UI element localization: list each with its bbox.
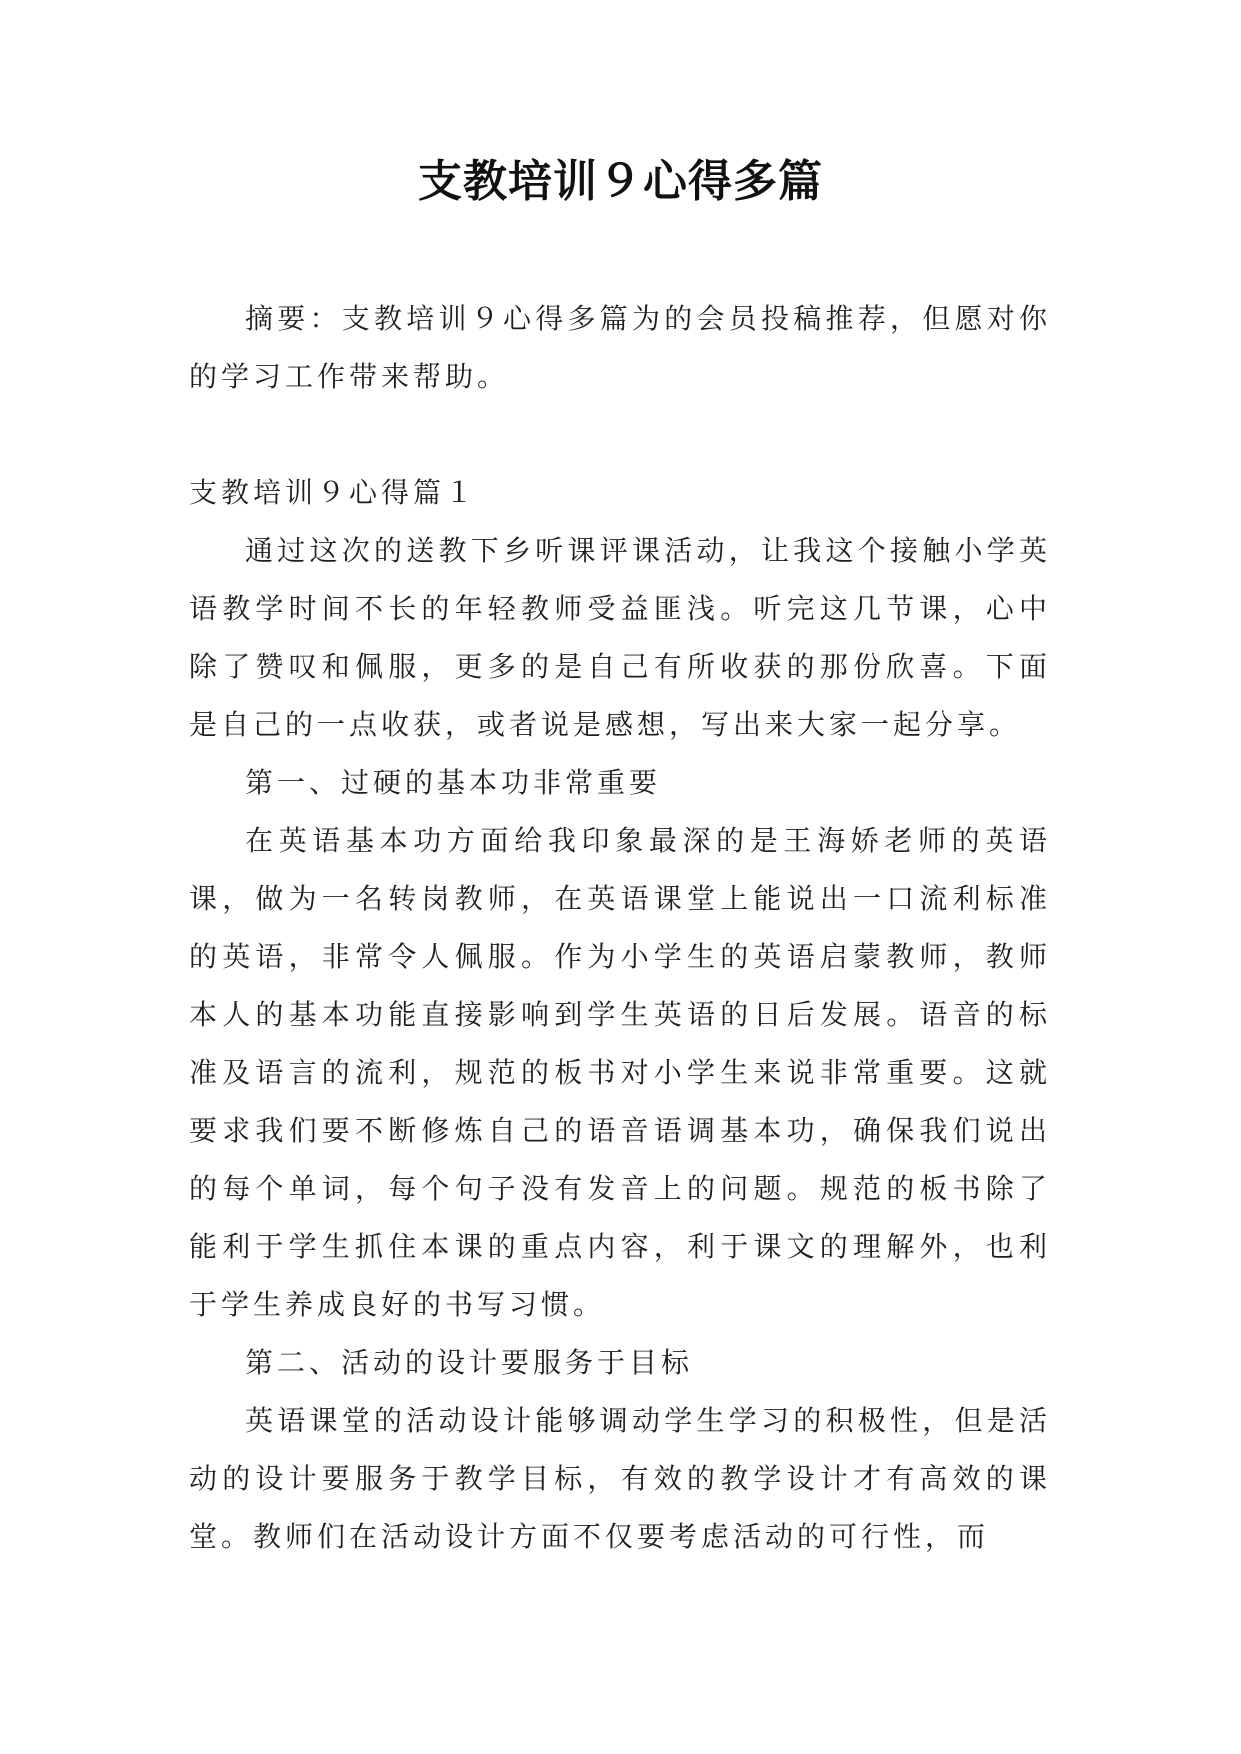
document-title: 支教培训９心得多篇 [418, 156, 823, 207]
body-paragraph: 英语课堂的活动设计能够调动学生学习的积极性，但是活动的设计要服务于教学目标，有效的教学设计才有高效的课堂。教师们在活动设计方面不仅要考虑活动的可行性，而 [189, 1404, 1051, 1553]
body-paragraph: 通过这次的送教下乡听课评课活动，让我这个接触小学英语教学时间不长的年轻教师受益匪浅。听完这几节课，心中除了赞叹和佩服，更多的是自己有所收获的那份欣喜。下面是自己的一点收获，或者说是感想，写出来大家一起分享。 [189, 534, 1051, 741]
abstract-paragraph: 摘要：支教培训９心得多篇为的会员投稿推荐，但愿对你的学习工作带来帮助。 [189, 302, 1051, 393]
body-paragraph: 在英语基本功方面给我印象最深的是王海娇老师的英语课，做为一名转岗教师，在英语课堂上能说出一口流利标准的英语，非常令人佩服。作为小学生的英语启蒙教师，教师本人的基本功能直接影响到学生英语的日后发展。语音的标准及语言的流利，规范的板书对小学生来说非常重要。这就要求我们要不断修炼自己的语音语调基本功，确保我们说出的每个单词，每个句子没有发音上的问题。规范的板书除了能利于学生抓住本课的重点内容，利于课文的理解外，也利于学生养成良好的书写习惯。 [189, 824, 1051, 1321]
document-body [189, 290, 1051, 1566]
subheading-activity-design: 第二、活动的设计要服务于目标 [245, 1346, 694, 1379]
subheading-basic-skills: 第一、过硬的基本功非常重要 [245, 766, 662, 799]
section-heading: 支教培训９心得篇１ [189, 476, 478, 509]
